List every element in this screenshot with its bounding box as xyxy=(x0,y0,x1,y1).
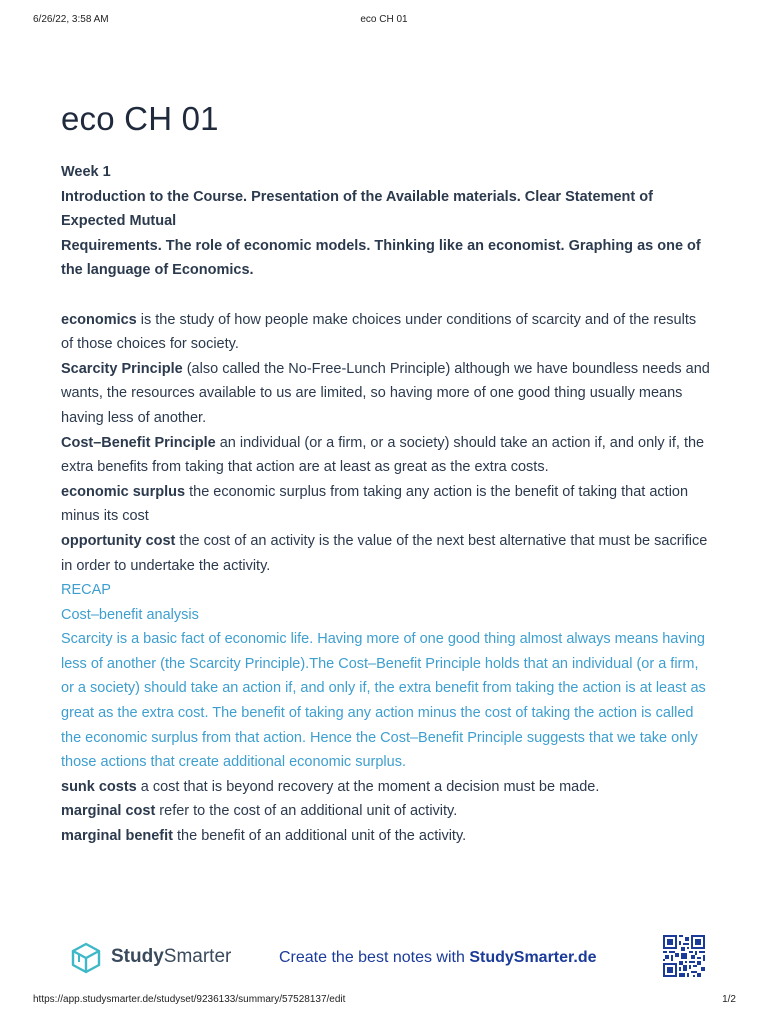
document-title: eco CH 01 xyxy=(61,100,219,137)
recap-body: Scarcity is a basic fact of economic life. Having more of one good thing almost always means having less of another (the Scarcity Principle).The Cost–Benefit Principle holds that an individual (or a firm, or a society) should take an action if, and only if, the extra benefit from taking the action is at least as great as the extra cost. The benefit of taking any action minus the cost of taking the action is called the economic surplus from that action. Hence the Cost–Benefit Principle suggests that we take only those actions that create additional economic surplus. xyxy=(61,631,706,771)
week-heading: Week 1 xyxy=(61,164,111,180)
definition-term: marginal cost xyxy=(61,803,156,820)
definition-term: opportunity cost xyxy=(61,532,176,549)
print-title: eco CH 01 xyxy=(360,14,408,25)
recap-heading: Cost–benefit analysis xyxy=(61,606,199,623)
qr-code-icon[interactable] xyxy=(663,935,705,977)
page-url: https://app.studysmarter.de/studyset/9236133/summary/57528137/edit xyxy=(33,994,346,1005)
print-footer xyxy=(0,994,768,1008)
definition-term: economic surplus xyxy=(61,483,186,500)
definition-text: the benefit of an additional unit of the activity. xyxy=(173,828,467,845)
promo-text[interactable] xyxy=(279,949,596,967)
definition-marginal-cost xyxy=(61,799,711,824)
spacer xyxy=(61,283,711,308)
definition-text: an individual (or a firm, or a society) should take an action if, and only if, the extra benefits from taking that action are at least as great as the extra costs. xyxy=(61,434,705,476)
definition-economics xyxy=(61,308,711,357)
studysmarter-logo-text[interactable] xyxy=(111,946,231,968)
recap-label: RECAP xyxy=(61,582,111,599)
definition-cost-benefit-principle xyxy=(61,431,711,480)
definition-text: a cost that is beyond recovery at the moment a decision must be made. xyxy=(136,778,600,795)
definition-opportunity-cost xyxy=(61,529,711,578)
definition-text: the cost of an activity is the value of the next best alternative that must be sacrifice in order to undertake the activity. xyxy=(61,532,708,574)
definition-text: is the study of how people make choices under conditions of scarcity and of the results of those choices for society. xyxy=(61,311,697,353)
studysmarter-promo-banner xyxy=(0,932,768,980)
definition-text: the economic surplus from taking any action is the benefit of taking that action minus its cost xyxy=(61,483,689,525)
definition-term: economics xyxy=(61,311,137,328)
promo-text-prefix: Create the best notes with xyxy=(279,949,470,966)
logo-text-bold: Study xyxy=(111,946,164,967)
print-date: 6/26/22, 3:58 AM xyxy=(33,14,109,25)
print-header xyxy=(0,14,768,28)
intro-line-2: Requirements. The role of economic models. Thinking like an economist. Graphing as one of the language of Economics. xyxy=(61,237,701,279)
definition-marginal-benefit xyxy=(61,824,711,849)
studysmarter-cube-icon xyxy=(68,940,104,976)
page-number: 1/2 xyxy=(722,994,736,1005)
definition-term: Scarcity Principle xyxy=(61,360,183,377)
definition-economic-surplus xyxy=(61,480,711,529)
logo-text-rest: Smarter xyxy=(163,946,232,967)
definition-term: sunk costs xyxy=(61,778,137,795)
definition-term: Cost–Benefit Principle xyxy=(61,434,216,451)
definition-text: (also called the No-Free-Lunch Principle) although we have boundless needs and wants, the resources available to us are limited, so having more of one good thing usually means having less of another. xyxy=(61,360,710,426)
definition-sunk-costs xyxy=(61,775,711,800)
promo-text-brand: StudySmarter.de xyxy=(469,949,597,966)
definition-scarcity-principle xyxy=(61,357,711,431)
definition-term: marginal benefit xyxy=(61,828,173,845)
definition-text: refer to the cost of an additional unit of activity. xyxy=(155,803,458,820)
document-content xyxy=(61,160,711,849)
intro-line-1: Introduction to the Course. Presentation of the Available materials. Clear Statement of Expected Mutual xyxy=(61,188,653,230)
